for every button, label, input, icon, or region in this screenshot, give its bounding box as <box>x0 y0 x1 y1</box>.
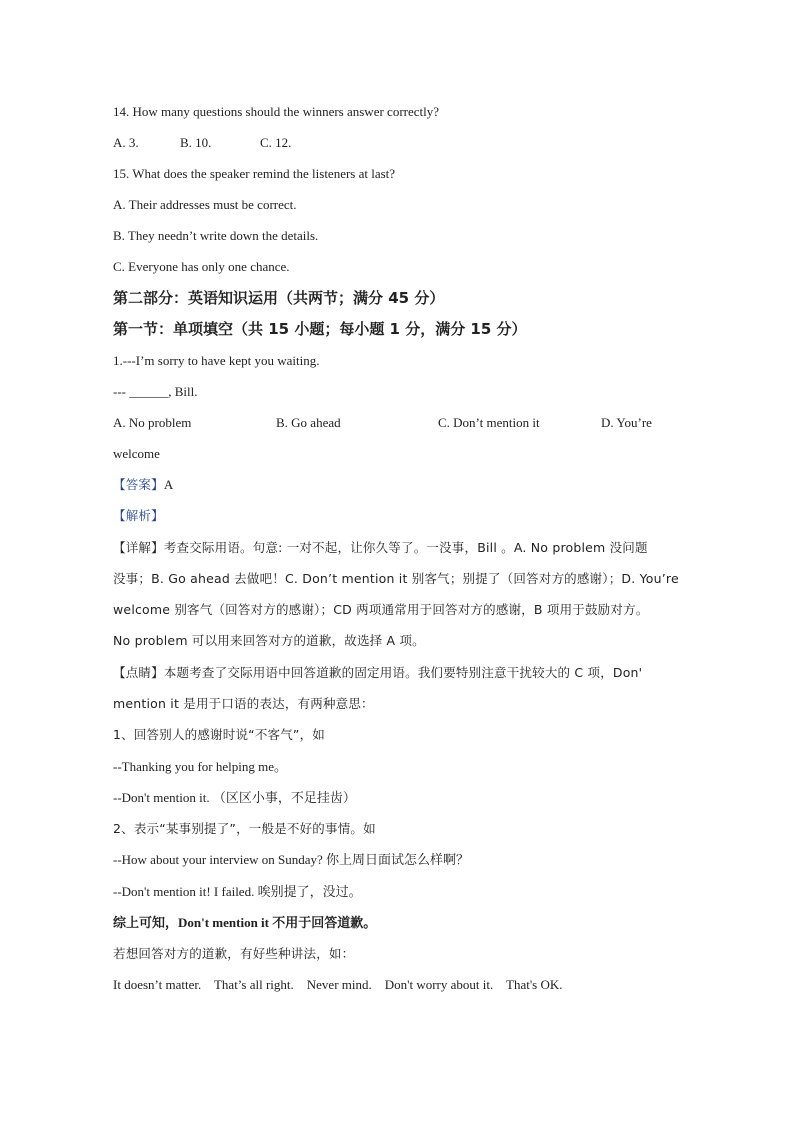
alternatives-intro: 若想回答对方的道歉，有好些种讲法，如： <box>113 946 355 961</box>
q15-option-b: B. They needn’t write down the details. <box>113 228 319 243</box>
part-two-heading: 第二部分：英语知识运用（共两节；满分 45 分） <box>113 289 445 307</box>
q1-dialogue-line-2: --- ______, Bill. <box>113 384 198 399</box>
detail-line-3: welcome 别客气（回答对方的感谢）；CD 两项通常用于回答对方的感谢，B 项用于鼓励对方。 <box>113 602 649 617</box>
example-1: --Thanking you for helping me。 <box>113 759 288 774</box>
detail-tag: 【详解】 <box>113 540 164 555</box>
tip-tag: 【点睛】 <box>113 665 164 680</box>
q1-option-c: C. Don’t mention it <box>438 415 540 430</box>
detail-line-1 <box>113 539 648 557</box>
detail-line-4: No problem 可以用来回答对方的道歉，故选择 A 项。 <box>113 633 425 648</box>
alternatives-list: It doesn’t matter. That’s all right. Never mind. Don't worry about it. That's OK. <box>113 977 563 992</box>
tip-text-1: 本题考查了交际用语中回答道歉的固定用语。我们要特别注意干扰较大的 C 项，Don' <box>163 665 643 680</box>
q14-option-b: B. 10. <box>180 135 212 150</box>
example-3: --How about your interview on Sunday? 你上周日面试怎么样啊？ <box>113 852 470 867</box>
q14-option-a: A. 3. <box>113 135 139 150</box>
q14-option-c: C. 12. <box>260 135 292 150</box>
point-one: 1、回答别人的感谢时说“不客气”，如 <box>113 727 326 742</box>
q1-option-d-wrap: welcome <box>113 446 160 461</box>
answer-tag: 【答案】 <box>113 477 164 492</box>
q1-option-a: A. No problem <box>113 415 192 430</box>
q15-option-c: C. Everyone has only one chance. <box>113 259 290 274</box>
tip-line-1 <box>113 664 642 682</box>
q1-dialogue-line-1: 1.---I’m sorry to have kept you waiting. <box>113 353 320 368</box>
example-4: --Don't mention it! I failed. 唉别提了，没过。 <box>113 884 362 899</box>
detail-text-1: 考查交际用语。句意: 一对不起，让你久等了。一没事，Bill 。A. No problem 没问题 <box>163 540 648 555</box>
q1-option-b: B. Go ahead <box>276 415 341 430</box>
q15-option-a: A. Their addresses must be correct. <box>113 197 297 212</box>
section-one-heading: 第一节：单项填空（共 15 小题；每小题 1 分，满分 15 分） <box>113 320 527 338</box>
detail-line-2: 没事；B. Go ahead 去做吧！C. Don’t mention it 别客气；别提了（回答对方的感谢）；D. You’re <box>113 571 679 586</box>
analysis-line <box>113 507 164 525</box>
example-2: --Don't mention it. （区区小事，不足挂齿） <box>113 790 356 805</box>
question-14: 14. How many questions should the winners answer correctly? <box>113 104 440 119</box>
analysis-tag: 【解析】 <box>113 508 164 523</box>
point-two: 2、表示“某事别提了”，一般是不好的事情。如 <box>113 821 376 836</box>
tip-line-2: mention it 是用于口语的表达，有两种意思： <box>113 696 374 711</box>
answer-line <box>113 476 173 494</box>
q1-option-d: D. You’re <box>601 415 652 430</box>
answer-value: A <box>163 477 174 492</box>
question-15: 15. What does the speaker remind the listeners at last? <box>113 166 396 181</box>
summary-line: 综上可知，Don't mention it 不用于回答道歉。 <box>113 915 377 930</box>
